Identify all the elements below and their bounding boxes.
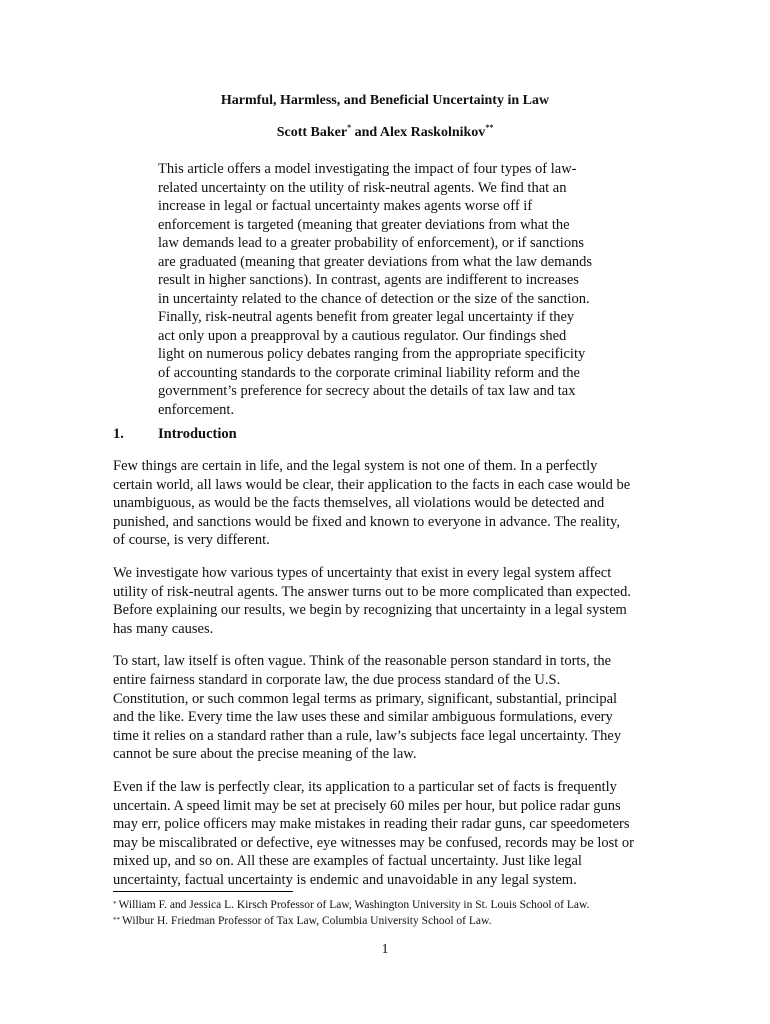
body-text [113, 457, 659, 903]
paragraph-line: time it relies on a standard rather than a rule, law’s subjects face legal uncertainty. They [113, 727, 622, 744]
paragraph-line: has many causes. [113, 620, 214, 637]
section-title: Introduction [158, 426, 237, 442]
paragraph [113, 564, 659, 638]
author-name: Scott Baker [276, 125, 348, 140]
abstract-line: act only upon a preapproval by a cautious regulator. Our findings shed [158, 327, 567, 344]
paragraph-line: To start, law itself is often vague. Think of the reasonable person standard in torts, the [113, 653, 612, 670]
footnote-mark: ** [113, 916, 120, 924]
footnote-mark: * [113, 900, 117, 908]
paragraph-line: of course, is very different. [113, 532, 270, 549]
paragraph-line: unambiguous, as would be the facts themselves, all violations would be detected and [113, 495, 605, 512]
paragraph-line: certain world, all laws would be clear, their application to the facts in each case would be [113, 476, 631, 493]
paragraph-line: punished, and sanctions would be fixed and known to everyone in advance. The reality, [113, 513, 620, 530]
section-number: 1. [113, 426, 124, 442]
paragraph [113, 778, 659, 890]
abstract-line: result in higher sanctions). In contrast, agents are indifferent to increases [158, 272, 579, 288]
footnote [113, 913, 713, 929]
footnote-divider [113, 891, 293, 892]
footnote-text: Wilbur H. Friedman Professor of Tax Law, Columbia University School of Law. [122, 915, 492, 927]
abstract-line: enforcement. [158, 401, 235, 418]
paragraph-line: uncertain. A speed limit may be set at precisely 60 miles per hour, but police radar guns [113, 797, 621, 814]
abstract-line: of accounting standards to the corporate criminal liability reform and the [158, 364, 580, 381]
paragraph-line: cannot be sure about the precise meaning of the law. [113, 746, 417, 763]
abstract-line: related uncertainty on the utility of risk-neutral agents. We find that an [158, 179, 567, 196]
page-number: 1 [381, 942, 389, 957]
abstract-line: government’s preference for secrecy about the details of tax law and tax [158, 383, 576, 399]
abstract-line: Finally, risk-neutral agents benefit from greater legal uncertainty if they [158, 309, 575, 325]
paper-title: Harmful, Harmless, and Beneficial Uncertainty in Law [220, 93, 550, 108]
abstract [158, 160, 618, 419]
author-connector: and [351, 125, 380, 140]
abstract-line: enforcement is targeted (meaning that greater deviations from what the [158, 216, 570, 233]
abstract-line: light on numerous policy debates ranging from the appropriate specificity [158, 346, 586, 362]
paragraph-line: Even if the law is perfectly clear, its application to a particular set of facts is frequently [113, 778, 617, 795]
author-line [0, 125, 770, 141]
abstract-line: This article offers a model investigating the impact of four types of law- [158, 161, 577, 177]
paragraph-line: We investigate how various types of uncertainty that exist in every legal system affect [113, 564, 612, 581]
paragraph-line: Constitution, or such common legal terms as primary, significant, substantial, principal [113, 690, 618, 707]
footnote [113, 897, 713, 913]
paragraph-line: may err, police officers may make mistakes in reading their radar guns, car speedometers [113, 816, 630, 833]
abstract-line: are graduated (meaning that greater deviations from what the law demands [158, 253, 593, 270]
paragraph-line: utility of risk-neutral agents. The answer turns out to be more complicated than expected. [113, 583, 631, 600]
paragraph-line: mixed up, and so on. All these are examples of factual uncertainty. Just like legal [113, 853, 582, 870]
footnote-text: William F. and Jessica L. Kirsch Professor of Law, Washington University in St. Louis School of Law. [118, 899, 590, 911]
abstract-line: law demands lead to a greater probability of enforcement), or if sanctions [158, 235, 584, 251]
paragraph-line: may be miscalibrated or defective, eye witnesses may be confused, records may be lost or [113, 834, 635, 851]
abstract-line: in uncertainty related to the chance of detection or the size of the sanction. [158, 290, 590, 307]
footnotes [113, 897, 713, 929]
paragraph-line: uncertainty, factual uncertainty is endemic and unavoidable in any legal system. [113, 871, 577, 888]
paragraph [113, 457, 659, 550]
paragraph-line: Before explaining our results, we begin by recognizing that uncertainty in a legal system [113, 602, 627, 619]
paragraph-line: and the like. Every time the law uses these and similar ambiguous formulations, every [113, 709, 613, 726]
paragraph-line: entire fairness standard in corporate law, the due process standard of the U.S. [113, 671, 561, 688]
section-heading [113, 426, 237, 443]
paragraph-line: Few things are certain in life, and the legal system is not one of them. In a perfectly [113, 458, 598, 474]
footnote-mark: * [347, 123, 352, 132]
paragraph [113, 652, 659, 764]
footnote-mark: ** [485, 123, 494, 132]
author-name: Alex Raskolnikov [379, 125, 486, 140]
abstract-line: increase in legal or factual uncertainty makes agents worse off if [158, 198, 533, 214]
